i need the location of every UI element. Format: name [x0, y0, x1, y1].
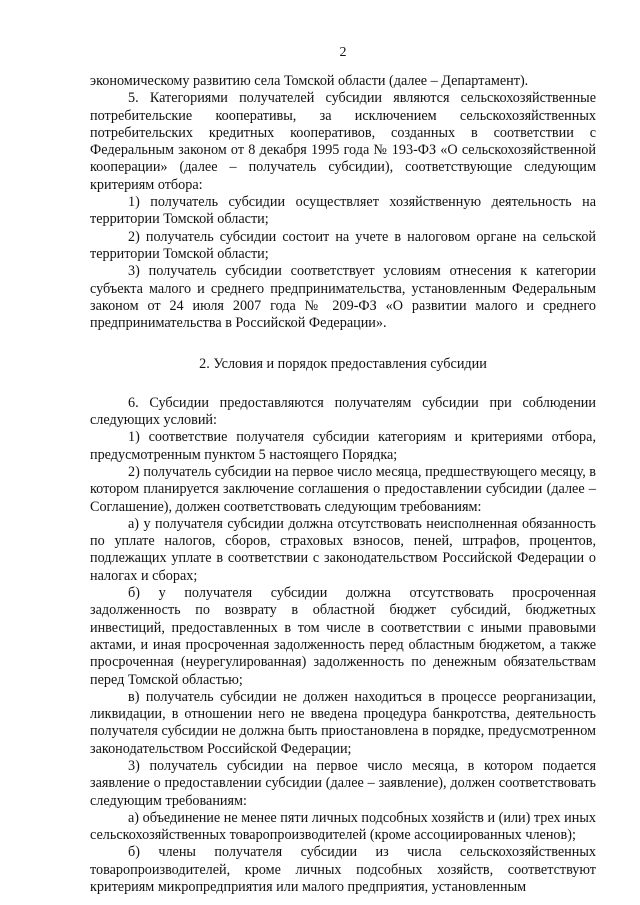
page-number: 2: [339, 45, 347, 60]
paragraph-condition-1: 1) соответствие получателя субсидии категориям и критериями отбора, предусмотренным пунктом 5 настоящего Порядка;: [90, 429, 596, 463]
paragraph-clause-5: 5. Категориями получателей субсидии являются сельскохозяйственные потребительские кооперативы, за исключением сельскохозяйственных потребительских кредитных кооперативов, созданных в соответствии с Федеральным законом от 8 декабря 1995 года № 193-ФЗ «О сельскохозяйственной кооперации» (далее – получатель субсидии), соответствующие следующим критериям отбора:: [90, 90, 596, 193]
paragraph-criterion-1: 1) получатель субсидии осуществляет хозяйственную деятельность на территории Томской области;: [90, 194, 596, 228]
paragraph-condition-2a: а) у получателя субсидии должна отсутствовать неисполненная обязанность по уплате налогов, сборов, страховых взносов, пеней, штрафов, процентов, подлежащих уплате в соответствии с законодательством Российской Федерации о налогах и сборах;: [90, 515, 596, 584]
paragraph-criterion-3: 3) получатель субсидии соответствует условиям отнесения к категории субъекта малого и среднего предпринимательства, установленным Федеральным законом от 24 июля 2007 года № 209-ФЗ «О развитии малого и среднего предпринимательства в Российской Федерации».: [90, 263, 596, 332]
paragraph-condition-2c: в) получатель субсидии не должен находиться в процессе реорганизации, ликвидации, в отношении него не введена процедура банкротства, деятельность получателя субсидии не должна быть приостановлена в порядке, предусмотренном законодательством Российской Федерации;: [90, 688, 596, 757]
paragraph-condition-2: 2) получатель субсидии на первое число месяца, предшествующего месяцу, в котором планируется заключение соглашения о предоставлении субсидии (далее – Соглашение), должен соответствовать следующим требованиям:: [90, 463, 596, 515]
paragraph-condition-3a: а) объединение не менее пяти личных подсобных хозяйств и (или) трех иных сельскохозяйственных товаропроизводителей (кроме ассоциированных членов);: [90, 809, 596, 844]
document-page: [90, 0, 596, 905]
document-body: [90, 73, 596, 896]
paragraph-condition-3: 3) получатель субсидии на первое число месяца, в котором подается заявление о предоставлении субсидии (далее – заявление), должен соответствовать следующим требованиям:: [90, 757, 596, 809]
paragraph-clause-6: 6. Субсидии предоставляются получателям субсидии при соблюдении следующих условий:: [90, 394, 596, 429]
paragraph-criterion-2: 2) получатель субсидии состоит на учете в налоговом органе на сельской территории Томской области;: [90, 228, 596, 262]
section-heading: 2. Условия и порядок предоставления субсидии: [199, 356, 487, 373]
paragraph-continuation: экономическому развитию села Томской области (далее – Департамент).: [90, 73, 529, 89]
paragraph-condition-2b: б) у получателя субсидии должна отсутствовать просроченная задолженность по возврату в областной бюджет субсидий, бюджетных инвестиций, предоставленных в том числе в соответствии с иными правовыми актами, и иная просроченная задолженность перед областным бюджетом, а также просроченная (неурегулированная) задолженность по денежным обязательствам перед Томской областью;: [90, 585, 596, 688]
paragraph-condition-3b: б) члены получателя субсидии из числа сельскохозяйственных товаропроизводителей, кроме личных подсобных хозяйств, соответствуют критериям микропредприятия или малого предприятия, установленным: [90, 844, 596, 896]
